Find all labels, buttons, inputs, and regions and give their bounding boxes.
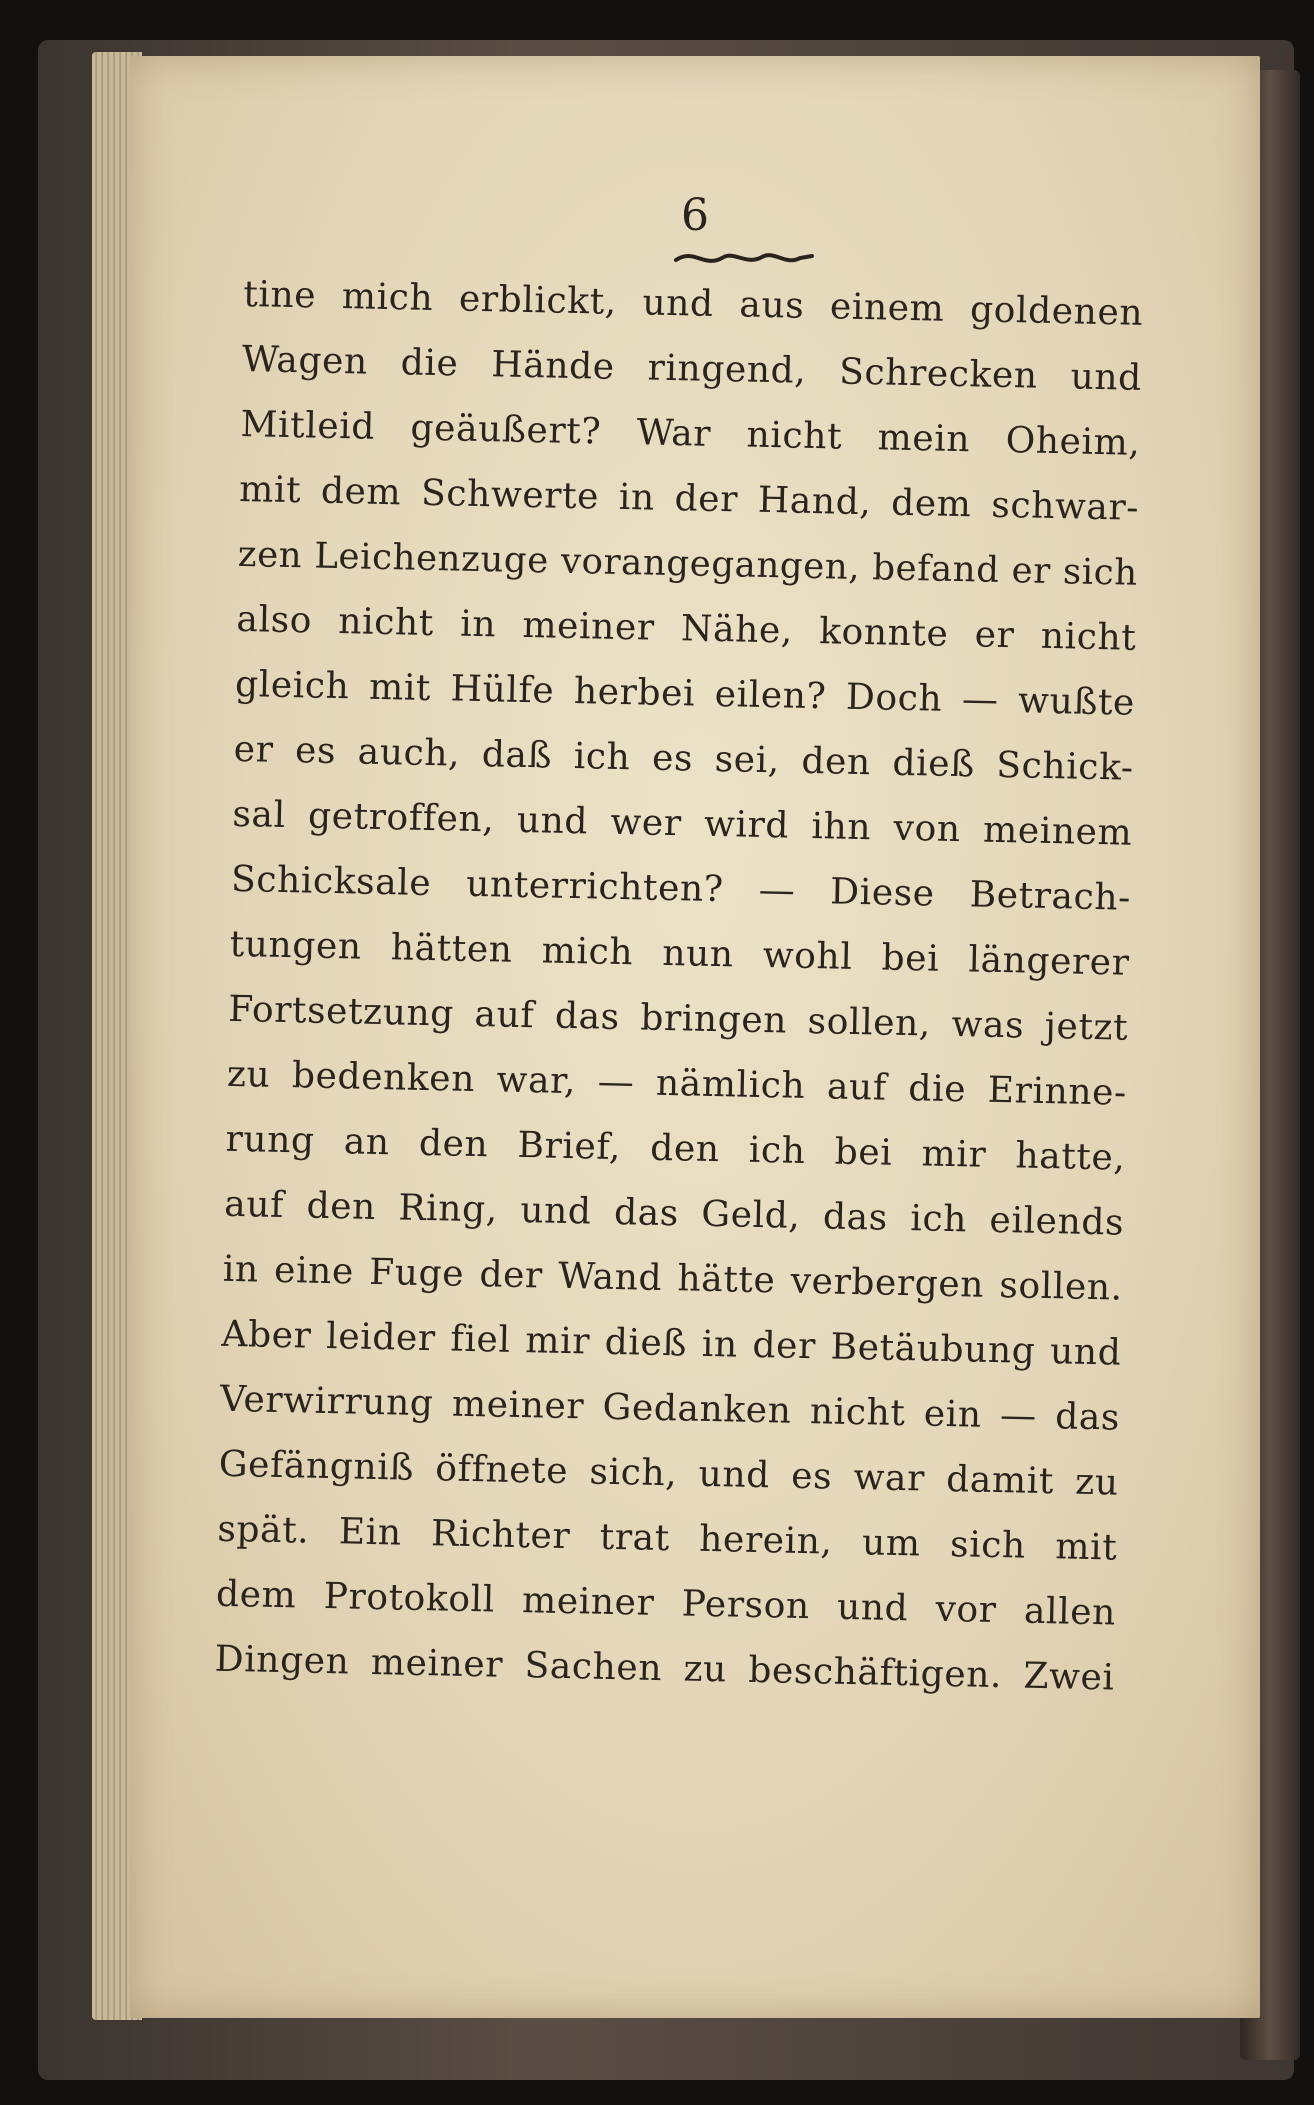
page-number: 6 — [681, 190, 709, 241]
text-line: Aber leider fiel mir dieß in der Betäubung und — [221, 1313, 1122, 1374]
text-line: Verwirrung meiner Gedanken nicht ein — das — [219, 1378, 1121, 1439]
text-line: er es auch, daß ich es sei, den dieß Schick- — [233, 728, 1135, 789]
text-line: rung an den Brief, den ich bei mir hatte, — [225, 1118, 1126, 1179]
text-line: gleich mit Hülfe herbei eilen? Doch — wußte — [234, 663, 1136, 724]
text-line: Dingen meiner Sachen zu beschäftigen. Zwei — [214, 1638, 1115, 1699]
text-line: also nicht in meiner Nähe, konnte er nicht — [236, 598, 1137, 659]
text-line: tine mich erblickt, und aus einem goldenen — [242, 273, 1144, 334]
text-line: Schicksale unterrichten? — Diese Betrach- — [230, 858, 1132, 919]
text-line: auf den Ring, und das Geld, das ich eilends — [223, 1183, 1125, 1244]
ornament-rule-icon — [674, 244, 814, 270]
text-line: tungen hätten mich nun wohl bei längerer — [229, 923, 1130, 984]
text-line: zu bedenken war, — nämlich auf die Erinne- — [226, 1053, 1128, 1114]
text-line: spät. Ein Richter trat herein, um sich mit — [217, 1508, 1118, 1569]
text-line: zen Leichenzuge vorangegangen, befand er sich — [237, 533, 1139, 594]
text-line: Wagen die Hände ringend, Schrecken und — [241, 338, 1143, 399]
body-text — [214, 262, 1144, 1711]
text-line: Mitleid geäußert? War nicht mein Oheim, — [240, 403, 1141, 464]
text-line: mit dem Schwerte in der Hand, dem schwar- — [238, 468, 1140, 529]
text-line: Fortsetzung auf das bringen sollen, was jetzt — [227, 988, 1129, 1049]
text-line: Gefängniß öffnete sich, und es war damit zu — [218, 1443, 1120, 1504]
text-line: sal getroffen, und wer wird ihn von meinem — [232, 793, 1133, 854]
text-line: dem Protokoll meiner Person und vor allen — [215, 1573, 1117, 1634]
text-line: in eine Fuge der Wand hätte verbergen sollen. — [222, 1248, 1124, 1309]
